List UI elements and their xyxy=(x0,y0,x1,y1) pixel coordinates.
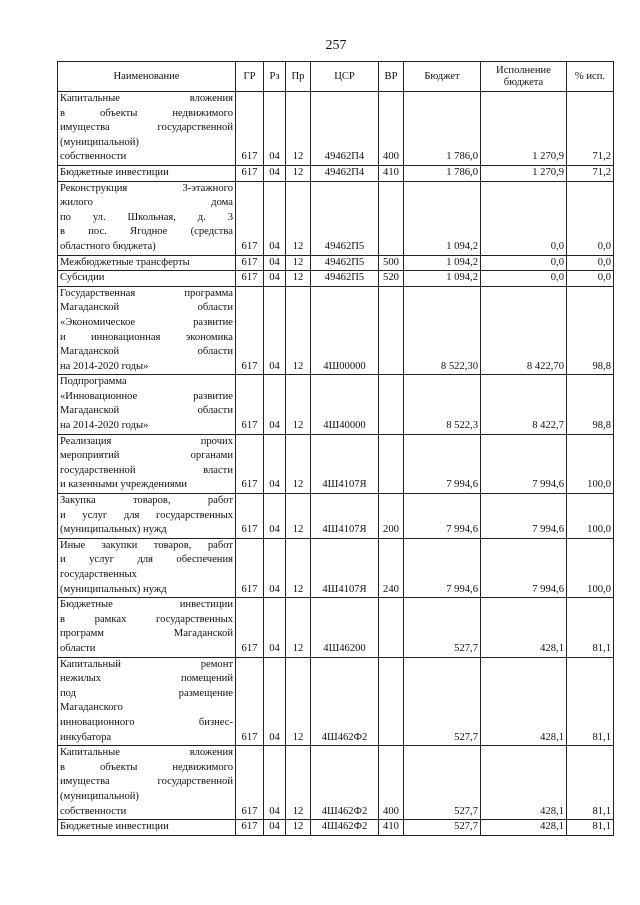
name-line: Реализация прочих xyxy=(60,435,233,447)
cell-pr: 12 xyxy=(286,598,311,657)
table-row xyxy=(58,165,614,181)
table-row xyxy=(58,255,614,271)
cell-csr: 4Ш40000 xyxy=(311,375,379,434)
cell-budget: 527,7 xyxy=(404,820,481,836)
name-line: собственности xyxy=(60,805,127,817)
name-line: Подпрограмма xyxy=(60,376,127,388)
cell-name xyxy=(58,271,236,287)
name-line: государственной власти xyxy=(60,464,233,476)
name-line: жилого дома xyxy=(60,197,233,209)
cell-name xyxy=(58,598,236,657)
cell-pr: 12 xyxy=(286,538,311,597)
cell-vr: 500 xyxy=(379,255,404,271)
name-line: и казенными учреждениями xyxy=(60,479,187,491)
header-pr: Пр xyxy=(286,62,311,92)
header-gr: ГР xyxy=(236,62,264,92)
table-row xyxy=(58,598,614,657)
cell-csr: 49462П4 xyxy=(311,92,379,166)
cell-execution: 428,1 xyxy=(481,820,567,836)
cell-rz: 04 xyxy=(264,286,286,375)
cell-vr xyxy=(379,657,404,746)
name-line: в объекты недвижимого xyxy=(60,761,233,773)
cell-name xyxy=(58,746,236,820)
cell-csr: 49462П5 xyxy=(311,255,379,271)
name-line: области xyxy=(60,642,96,654)
table-row xyxy=(58,92,614,166)
cell-percent: 71,2 xyxy=(567,92,614,166)
table-row xyxy=(58,820,614,836)
cell-budget: 1 786,0 xyxy=(404,165,481,181)
cell-pr: 12 xyxy=(286,746,311,820)
name-line: и услуг для государственных xyxy=(60,509,233,521)
cell-percent: 100,0 xyxy=(567,434,614,493)
name-line: в рамках государственных xyxy=(60,613,233,625)
cell-name xyxy=(58,375,236,434)
cell-name xyxy=(58,165,236,181)
cell-budget: 1 094,2 xyxy=(404,181,481,255)
cell-csr: 4Ш46200 xyxy=(311,598,379,657)
cell-execution: 8 422,7 xyxy=(481,375,567,434)
cell-pr: 12 xyxy=(286,271,311,287)
cell-csr: 4Ш4107Я xyxy=(311,538,379,597)
table-row xyxy=(58,494,614,539)
name-line: мероприятий органами xyxy=(60,450,233,462)
name-line: на 2014-2020 годы» xyxy=(60,360,149,372)
cell-gr: 617 xyxy=(236,820,264,836)
cell-percent: 0,0 xyxy=(567,181,614,255)
table-row xyxy=(58,271,614,287)
table-row xyxy=(58,746,614,820)
cell-rz: 04 xyxy=(264,746,286,820)
cell-percent: 98,8 xyxy=(567,286,614,375)
name-line: Магаданского xyxy=(60,702,123,714)
cell-name xyxy=(58,434,236,493)
name-line: Капитальный ремонт xyxy=(60,658,233,670)
cell-percent: 0,0 xyxy=(567,271,614,287)
cell-gr: 617 xyxy=(236,165,264,181)
cell-pr: 12 xyxy=(286,434,311,493)
cell-gr: 617 xyxy=(236,255,264,271)
cell-name xyxy=(58,820,236,836)
cell-rz: 04 xyxy=(264,538,286,597)
cell-pr: 12 xyxy=(286,286,311,375)
cell-execution: 8 422,70 xyxy=(481,286,567,375)
cell-name xyxy=(58,538,236,597)
cell-gr: 617 xyxy=(236,286,264,375)
name-line: Магаданской области xyxy=(60,346,233,358)
cell-gr: 617 xyxy=(236,494,264,539)
cell-budget: 527,7 xyxy=(404,657,481,746)
cell-budget: 7 994,6 xyxy=(404,434,481,493)
cell-budget: 1 094,2 xyxy=(404,255,481,271)
name-line: Капитальные вложения xyxy=(60,93,233,104)
cell-csr: 4Ш462Ф2 xyxy=(311,746,379,820)
cell-rz: 04 xyxy=(264,181,286,255)
cell-vr xyxy=(379,598,404,657)
cell-execution: 428,1 xyxy=(481,746,567,820)
cell-budget: 1 786,0 xyxy=(404,92,481,166)
header-name: Наименование xyxy=(58,62,236,92)
name-line: (муниципальных) нужд xyxy=(60,524,167,536)
name-line: в пос. Ягодное (средства xyxy=(60,226,233,238)
cell-pr: 12 xyxy=(286,165,311,181)
cell-vr: 400 xyxy=(379,746,404,820)
cell-vr: 410 xyxy=(379,165,404,181)
cell-budget: 7 994,6 xyxy=(404,494,481,539)
name-line: «Экономическое развитие xyxy=(60,316,233,328)
name-line: программ Магаданской xyxy=(60,628,233,640)
name-line: по ул. Школьная, д. 3 xyxy=(60,211,233,223)
page-number: 257 xyxy=(325,38,347,53)
name-line: Магаданской области xyxy=(60,405,233,417)
name-line: и инновационная экономика xyxy=(60,331,233,343)
cell-vr: 240 xyxy=(379,538,404,597)
cell-vr xyxy=(379,286,404,375)
budget-table xyxy=(57,61,614,836)
cell-execution: 7 994,6 xyxy=(481,494,567,539)
cell-name xyxy=(58,92,236,166)
cell-gr: 617 xyxy=(236,434,264,493)
table-row xyxy=(58,375,614,434)
cell-percent: 81,1 xyxy=(567,657,614,746)
cell-gr: 617 xyxy=(236,598,264,657)
cell-pr: 12 xyxy=(286,255,311,271)
cell-gr: 617 xyxy=(236,271,264,287)
cell-vr xyxy=(379,375,404,434)
cell-name xyxy=(58,255,236,271)
name-line: Межбюджетные трансферты xyxy=(60,256,190,268)
name-line: в объекты недвижимого xyxy=(60,107,233,119)
cell-gr: 617 xyxy=(236,181,264,255)
name-line: Бюджетные инвестиции xyxy=(60,599,233,611)
name-line: инкубатора xyxy=(60,731,112,743)
name-line: и услуг для обеспечения xyxy=(60,554,233,566)
cell-gr: 617 xyxy=(236,375,264,434)
cell-budget: 527,7 xyxy=(404,746,481,820)
cell-csr: 4Ш00000 xyxy=(311,286,379,375)
cell-pr: 12 xyxy=(286,375,311,434)
cell-pr: 12 xyxy=(286,494,311,539)
cell-gr: 617 xyxy=(236,538,264,597)
cell-csr: 49462П4 xyxy=(311,165,379,181)
cell-rz: 04 xyxy=(264,598,286,657)
cell-pr: 12 xyxy=(286,92,311,166)
cell-vr: 400 xyxy=(379,92,404,166)
name-line: Бюджетные инвестиции xyxy=(60,166,169,178)
cell-percent: 71,2 xyxy=(567,165,614,181)
name-line: Субсидии xyxy=(60,272,105,284)
cell-pr: 12 xyxy=(286,820,311,836)
header-budget: Бюджет xyxy=(404,62,481,92)
name-line: (муниципальной) xyxy=(60,136,139,148)
cell-vr xyxy=(379,181,404,255)
header-percent: % исп. xyxy=(567,62,614,92)
cell-name xyxy=(58,181,236,255)
table-row xyxy=(58,286,614,375)
header-csr: ЦСР xyxy=(311,62,379,92)
table-row xyxy=(58,434,614,493)
cell-pr: 12 xyxy=(286,657,311,746)
table-row xyxy=(58,181,614,255)
name-line: Реконструкция 3-этажного xyxy=(60,182,233,194)
cell-rz: 04 xyxy=(264,434,286,493)
cell-execution: 7 994,6 xyxy=(481,434,567,493)
cell-percent: 100,0 xyxy=(567,494,614,539)
cell-budget: 1 094,2 xyxy=(404,271,481,287)
cell-name xyxy=(58,286,236,375)
cell-csr: 49462П5 xyxy=(311,181,379,255)
cell-pr: 12 xyxy=(286,181,311,255)
name-line: Бюджетные инвестиции xyxy=(60,821,169,833)
cell-rz: 04 xyxy=(264,820,286,836)
name-line: Магаданской области xyxy=(60,302,233,314)
cell-gr: 617 xyxy=(236,657,264,746)
cell-vr xyxy=(379,434,404,493)
cell-csr: 4Ш4107Я xyxy=(311,494,379,539)
name-line: Государственная программа xyxy=(60,287,233,299)
header-row xyxy=(58,62,614,92)
name-line: Иные закупки товаров, работ xyxy=(60,539,233,551)
cell-budget: 8 522,3 xyxy=(404,375,481,434)
cell-execution: 1 270,9 xyxy=(481,165,567,181)
cell-csr: 4Ш462Ф2 xyxy=(311,820,379,836)
cell-percent: 81,1 xyxy=(567,598,614,657)
table-row xyxy=(58,538,614,597)
name-line: собственности xyxy=(60,151,127,163)
cell-rz: 04 xyxy=(264,657,286,746)
cell-name xyxy=(58,657,236,746)
name-line: (муниципальной) xyxy=(60,790,139,802)
cell-gr: 617 xyxy=(236,92,264,166)
cell-budget: 8 522,30 xyxy=(404,286,481,375)
cell-budget: 527,7 xyxy=(404,598,481,657)
name-line: имущества государственной xyxy=(60,776,233,788)
cell-gr: 617 xyxy=(236,746,264,820)
table-row xyxy=(58,657,614,746)
cell-execution: 428,1 xyxy=(481,657,567,746)
name-line: под размещение xyxy=(60,687,233,699)
cell-vr: 520 xyxy=(379,271,404,287)
cell-budget: 7 994,6 xyxy=(404,538,481,597)
cell-execution: 0,0 xyxy=(481,271,567,287)
cell-percent: 100,0 xyxy=(567,538,614,597)
cell-rz: 04 xyxy=(264,92,286,166)
name-line: государственных xyxy=(60,569,137,580)
name-line: инновационного бизнес- xyxy=(60,716,233,728)
cell-execution: 7 994,6 xyxy=(481,538,567,597)
cell-percent: 81,1 xyxy=(567,820,614,836)
cell-csr: 4Ш462Ф2 xyxy=(311,657,379,746)
cell-execution: 0,0 xyxy=(481,181,567,255)
cell-execution: 428,1 xyxy=(481,598,567,657)
name-line: «Инновационное развитие xyxy=(60,390,233,402)
header-vr: ВР xyxy=(379,62,404,92)
header-execution: Исполнение бюджета xyxy=(481,62,567,92)
cell-rz: 04 xyxy=(264,165,286,181)
cell-vr: 410 xyxy=(379,820,404,836)
cell-rz: 04 xyxy=(264,375,286,434)
name-line: (муниципальных) нужд xyxy=(60,583,167,595)
cell-csr: 4Ш4107Я xyxy=(311,434,379,493)
cell-execution: 0,0 xyxy=(481,255,567,271)
table-body xyxy=(58,92,614,836)
cell-rz: 04 xyxy=(264,271,286,287)
name-line: нежилых помещений xyxy=(60,673,233,685)
cell-percent: 81,1 xyxy=(567,746,614,820)
cell-rz: 04 xyxy=(264,494,286,539)
name-line: областного бюджета) xyxy=(60,240,156,252)
cell-percent: 0,0 xyxy=(567,255,614,271)
cell-percent: 98,8 xyxy=(567,375,614,434)
cell-execution: 1 270,9 xyxy=(481,92,567,166)
cell-name xyxy=(58,494,236,539)
name-line: Капитальные вложения xyxy=(60,747,233,759)
cell-rz: 04 xyxy=(264,255,286,271)
cell-vr: 200 xyxy=(379,494,404,539)
name-line: Закупка товаров, работ xyxy=(60,495,233,507)
cell-csr: 49462П5 xyxy=(311,271,379,287)
header-rz: Рз xyxy=(264,62,286,92)
name-line: имущества государственной xyxy=(60,122,233,134)
name-line: на 2014-2020 годы» xyxy=(60,420,149,432)
